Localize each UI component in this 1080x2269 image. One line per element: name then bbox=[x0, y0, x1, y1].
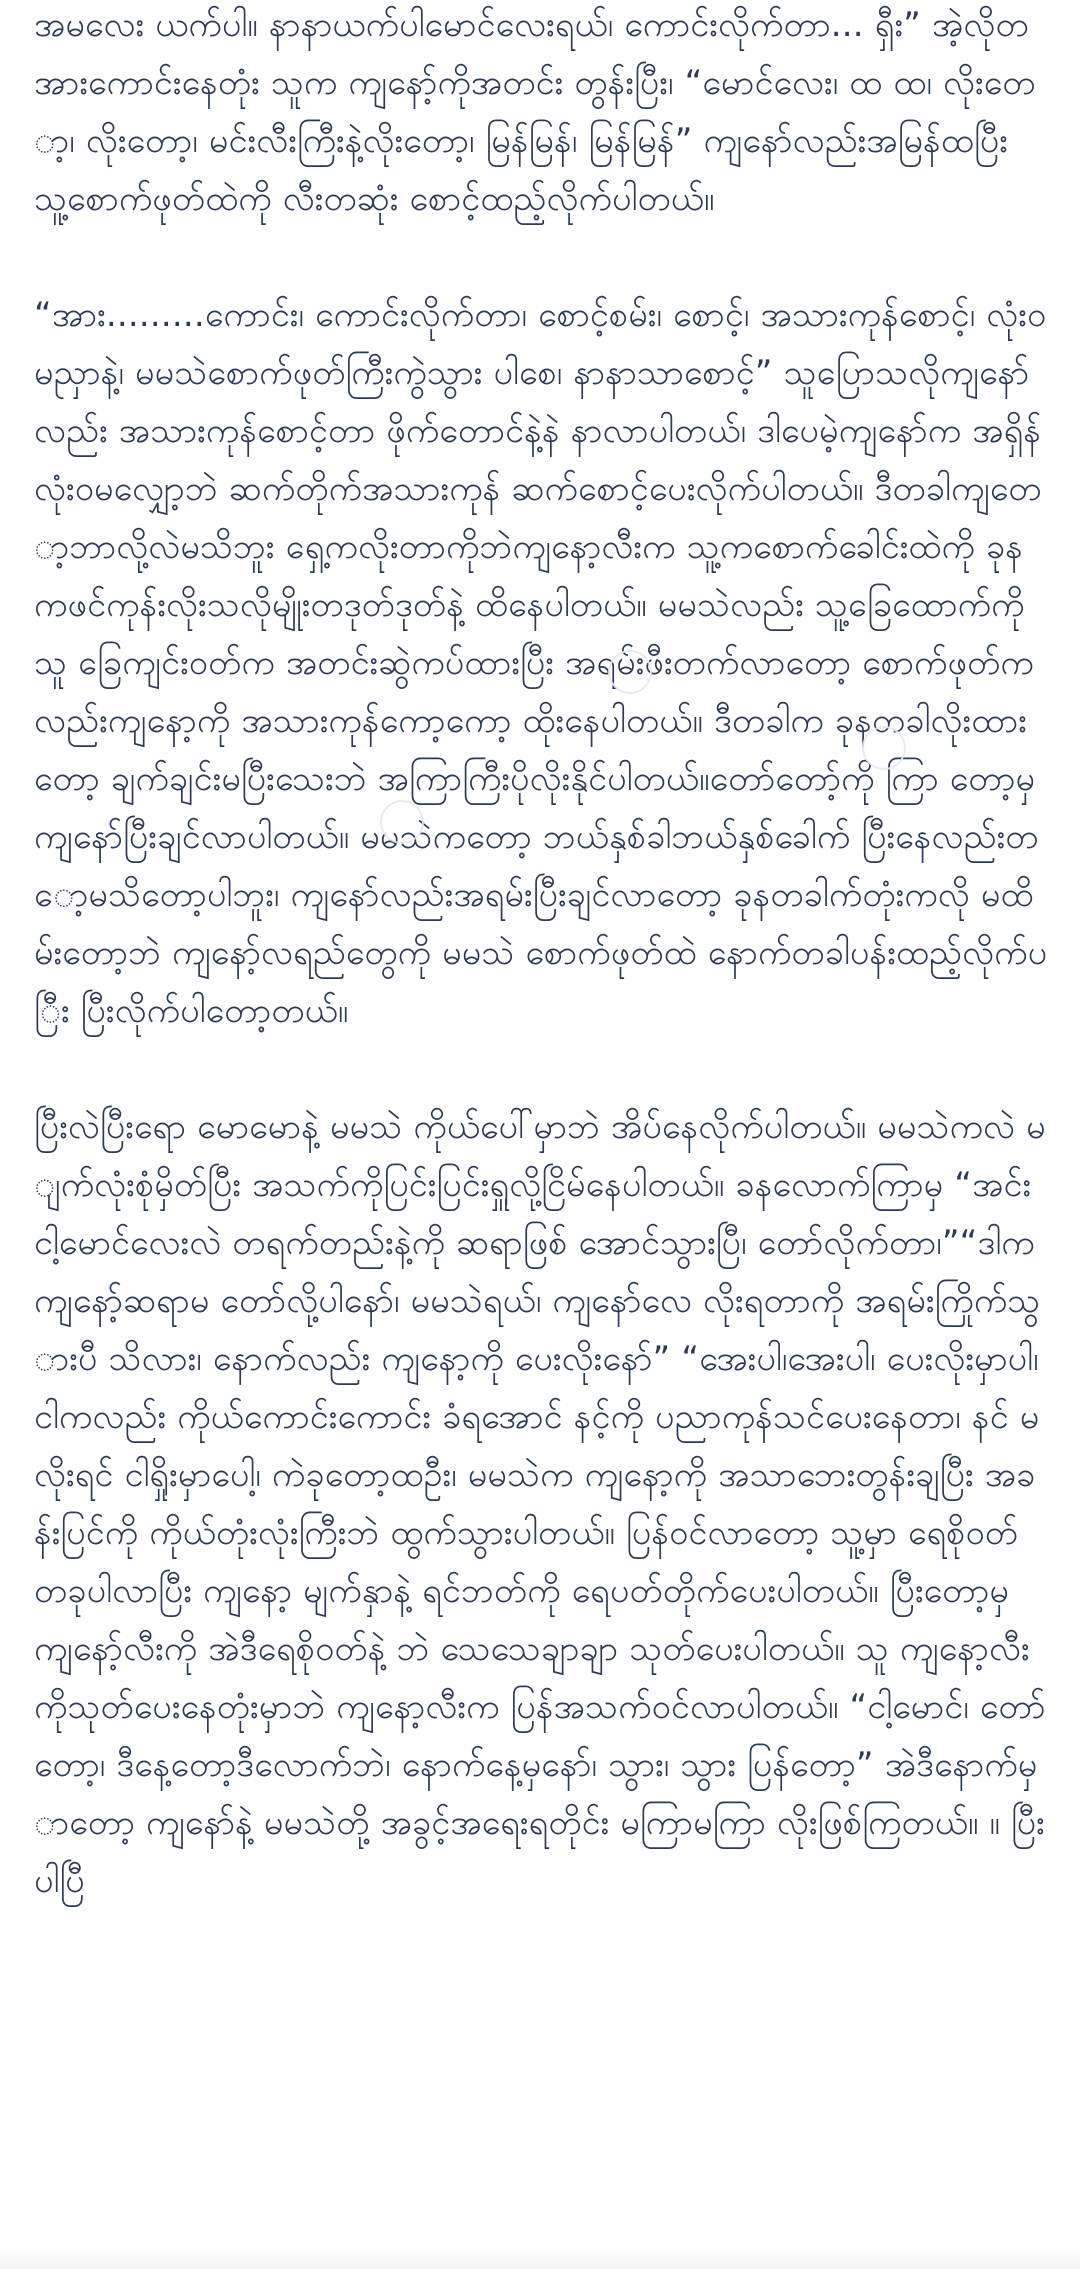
article-paragraph: အမလေး ယက်ပါ။ နာနာယက်ပါမောင်လေးရယ်၊ ကောင်းလိုက်တာ... ရှီး” အဲ့လိုတအားကောင်းနေတုံး သူက ကျနော့်ကိုအတင်း တွန်းပြီး၊ “မောင်လေး၊ ထ ထ၊ လိုးတော့၊ လိုးတော့၊ မင်းလီးကြီးနဲ့လိုးတော့၊ မြန်မြန်၊ မြန်မြန်” ကျနော်လည်းအမြန်ထပြီး သူ့စောက်ဖုတ်ထဲကို လီးတဆုံး စောင့်ထည့်လိုက်ပါတယ်။ bbox=[34, 5, 1036, 219]
article-paragraph: “အား.........ကောင်း၊ ကောင်းလိုက်တာ၊ စောင့်စမ်း၊ စောင့်၊ အသားကုန်စောင့်၊ လုံးဝမညှာနဲ့၊ မမသဲစောက်ဖုတ်ကြီးကွဲသွား ပါစေ၊ နာနာသာစောင့်” သူပြောသလိုကျနော်လည်း အသားကုန်စောင့်တာ ဖိုက်တောင်နဲ့နဲ နာလာပါတယ်၊ ဒါပေမဲ့ကျနော်က အရှိန်လုံးဝမလျှော့ဘဲ ဆက်တိုက်အသားကုန် ဆက်စောင့်ပေးလိုက်ပါတယ်။ ဒီတခါကျတော့ဘာလို့လဲမသိဘူး ရှေ့ကလိုးတာကိုဘဲကျနော့လီးက သူ့ကစောက်ခေါင်းထဲကို ခုနကဖင်ကုန်းလိုးသလိုမျိုးတဒုတ်ဒုတ်နဲ့ ထိနေပါတယ်။ မမသဲလည်း သူ့ခြေထောက်ကိုသူ ခြေကျင်းဝတ်က အတင်းဆွဲကပ်ထားပြီး အရမ်းဖီးတက်လာတော့ စောက်ဖုတ်ကလည်းကျနော့ကို အသားကုန်ကော့ကော့ ထိုးနေပါတယ်။ ဒီတခါက ခုနတခါလိုးထားတော့ ချက်ချင်းမပြီးသေးဘဲ အကြာကြီးပိုလိုးနိုင်ပါတယ်။တော်တော့်ကို ကြာ တော့မှ ကျနော်ပြီးချင်လာပါတယ်။ မမသဲကတော့ ဘယ်နှစ်ခါဘယ်နှစ်ခေါက် ပြီးနေလည်းတော့မသိတော့ပါဘူး၊ ကျနော်လည်းအရမ်းပြီးချင်လာတော့ ခုနတခါက်တုံးကလို မထိမ်းတော့ဘဲ ကျနော့်လရည်တွေကို မမသဲ စောက်ဖုတ်ထဲ နောက်တခါပန်းထည့်လိုက်ပြီး ပြီးလိုက်ပါတော့တယ်။ bbox=[34, 295, 1048, 1031]
article-paragraph: ပြီးလဲပြီးရော မောမောနဲ့ မမသဲ ကိုယ်ပေါ်မှာဘဲ အိပ်နေလိုက်ပါတယ်။ မမသဲကလဲ မျက်လုံးစုံမှိတ်ပြီး အသက်ကိုပြင်းပြင်းရှူလို့ငြိမ်နေပါတယ်။ ခနလောက်ကြာမှ “အင်း ငါ့မောင်လေးလဲ တရက်တည်းနဲ့ကို ဆရာဖြစ် အောင်သွားပြီ၊ တော်လိုက်တာ၊”“ဒါကကျနော့်ဆရာမ တော်လို့ပါနော်၊ မမသဲရယ်၊ ကျနော်လေ လိုးရတာကို အရမ်းကြိုက်သွားပီ သိလား၊ နောက်လည်း ကျနော့ကို ပေးလိုးနော်” “အေးပါ၊အေးပါ၊ ပေးလိုးမှာပါ၊ ငါကလည်း ကိုယ်ကောင်းကောင်း ခံရအောင် နင့်ကို ပညာကုန်သင်ပေးနေတာ၊ နင် မလိုးရင် ငါရှိုးမှာပေါ့၊ ကဲခုတော့ထဦး၊ မမသဲက ကျနော့ကို အသာဘေးတွန်းချပြီး အခန်းပြင်ကို ကိုယ်တုံးလုံးကြီးဘဲ ထွက်သွားပါတယ်။ ပြန်ဝင်လာတော့ သူ့မှာ ရေစိုဝတ်တခုပါလာပြီး ကျနော့ မျက်နှာနဲ့ ရင်ဘတ်ကို ရေပတ်တိုက်ပေးပါတယ်။ ပြီးတော့မှ ကျနော့်လီးကို အဲဒီရေစိုဝတ်နဲ့ ဘဲ သေသေချာချာ သုတ်ပေးပါတယ်။ သူ ကျနော့လီးကိုသုတ်ပေးနေတုံးမှာဘဲ ကျနော့လီးက ပြန်အသက်ဝင်လာပါတယ်။ “ငါ့မောင်၊ တော်တော့၊ ဒီနေ့တော့ဒီလောက်ဘဲ၊ နောက်နေ့မှနော်၊ သွား၊ သွား ပြန်တော့” အဲဒီနောက်မှာတော့ ကျနော်နဲ့ မမသဲတို့ အခွင့်အရေးရတိုင်း မကြာမကြာ လိုးဖြစ်ကြတယ်။ ။ ပြီးပါပြီ bbox=[34, 1107, 1046, 1901]
